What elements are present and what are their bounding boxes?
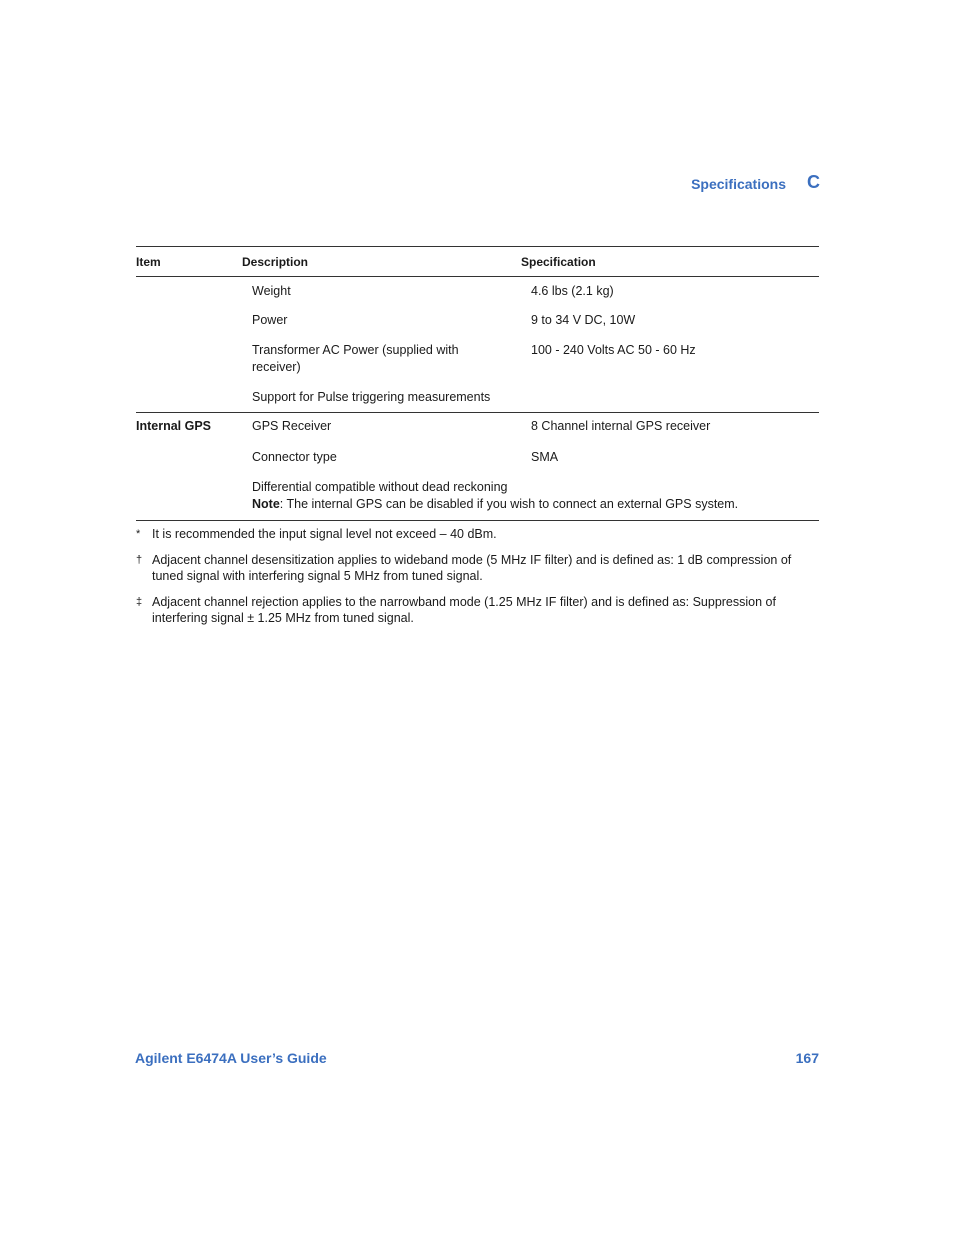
footnote-text: It is recommended the input signal level not exceed – 40 dBm. <box>152 527 497 541</box>
note <box>252 496 819 513</box>
table-row <box>136 413 819 443</box>
specification-cell: 8 Channel internal GPS receiver <box>521 413 819 443</box>
footnote-mark: ‡ <box>136 596 143 608</box>
description-cell: Transformer AC Power (supplied with receiver) <box>252 342 459 374</box>
table-row <box>136 336 819 383</box>
table-row <box>136 443 819 473</box>
item-cell <box>136 277 242 306</box>
footnote-mark: † <box>136 554 143 566</box>
description-cell: Power <box>252 312 288 327</box>
note-label: Note <box>252 496 280 511</box>
page-number: 167 <box>795 1050 819 1066</box>
footnote <box>136 594 819 626</box>
item-cell: Internal GPS <box>136 413 242 443</box>
description-text: Differential compatible without dead reckoning <box>252 479 508 494</box>
column-header-specification: Specification <box>521 247 819 277</box>
description-cell: Weight <box>252 284 291 298</box>
specification-cell: SMA <box>531 449 559 464</box>
table-row <box>136 383 819 413</box>
section-title: Specifications <box>691 176 786 192</box>
specification-cell: 9 to 34 V DC, 10W <box>531 312 636 327</box>
table-row <box>136 277 819 306</box>
specifications-table <box>136 246 819 521</box>
description-cell: Support for Pulse triggering measurements <box>252 389 491 404</box>
running-header <box>600 172 820 196</box>
footer-title: Agilent E6474A User’s Guide <box>135 1050 327 1066</box>
footnote <box>136 526 819 542</box>
column-header-item: Item <box>136 247 242 277</box>
footnote-text: Adjacent channel desensitization applies to wideband mode (5 MHz IF filter) and is defined as: 1 dB compression of tuned signal with interfering signal 5 MHz from tuned signal. <box>152 553 792 583</box>
specification-cell: 100 - 240 Volts AC 50 - 60 Hz <box>531 342 696 357</box>
footnotes <box>136 526 819 636</box>
table-row <box>136 306 819 336</box>
footnote-mark: * <box>136 528 141 540</box>
table-header-row <box>136 247 819 277</box>
specification-cell: 4.6 lbs (2.1 kg) <box>531 284 614 298</box>
description-cell <box>242 473 819 521</box>
column-header-description: Description <box>242 247 521 277</box>
appendix-letter: C <box>807 172 820 192</box>
table-row <box>136 473 819 521</box>
footnote <box>136 552 819 584</box>
description-cell: Connector type <box>252 449 337 464</box>
footnote-text: Adjacent channel rejection applies to the narrowband mode (1.25 MHz IF filter) and is defined as: Suppression of interfering signal ± 1.25 MHz from tuned signal. <box>152 595 776 625</box>
description-cell: GPS Receiver <box>242 413 521 443</box>
note-text: : The internal GPS can be disabled if you wish to connect an external GPS system. <box>279 496 739 511</box>
